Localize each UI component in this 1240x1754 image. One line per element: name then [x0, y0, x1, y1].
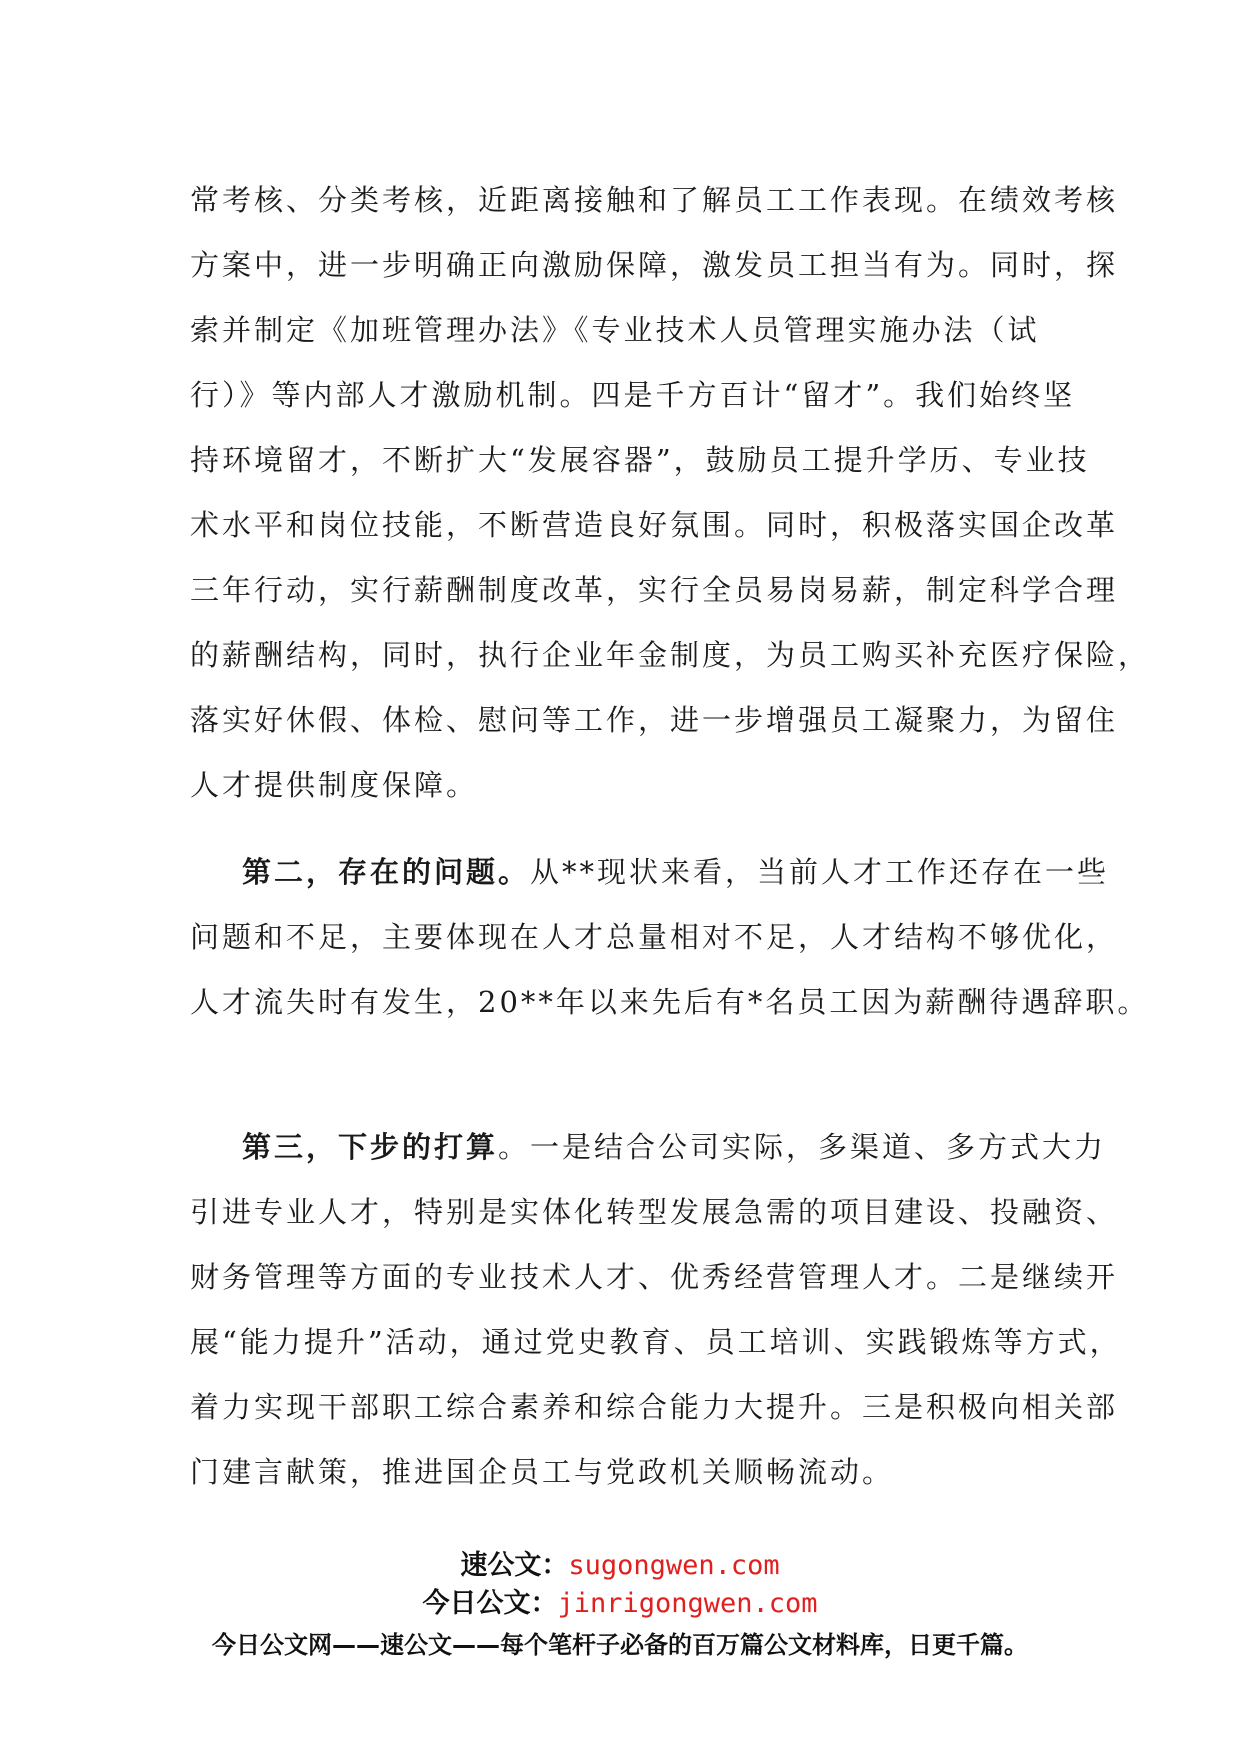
section-first-line-text: 从**现状来看，当前人才工作还存在一些 — [530, 855, 1110, 889]
text-line: 三年行动，实行薪酬制度改革，实行全员易岗易薪，制定科学合理 — [190, 573, 1119, 607]
text-line: 引进专业人才，特别是实体化转型发展急需的项目建设、投融资、 — [190, 1195, 1119, 1229]
text-line: 方案中，进一步明确正向激励保障，激发员工担当有为。同时，探 — [190, 248, 1119, 282]
section-first-line — [190, 1115, 1107, 1180]
text-line: 的薪酬结构，同时，执行企业年金制度，为员工购买补充医疗保险， — [190, 638, 1151, 672]
text-line: 问题和不足，主要体现在人才总量相对不足，人才结构不够优化， — [190, 920, 1119, 954]
footer-tagline: 今日公文网——速公文——每个笔杆子必备的百万篇公文材料库，日更千篇。 — [212, 1631, 1028, 1659]
text-line: 常考核、分类考核，近距离接触和了解员工工作表现。在绩效考核 — [190, 183, 1119, 217]
text-line: 展“能力提升”活动，通过党史教育、员工培训、实践锻炼等方式， — [190, 1325, 1122, 1359]
text-line: 持环境留才，不断扩大“发展容器”，鼓励员工提升学历、专业技 — [190, 443, 1090, 477]
section-first-line — [190, 840, 1110, 905]
footer-jinrigongwen — [0, 1586, 1240, 1622]
footer-sugongwen — [0, 1548, 1240, 1584]
footer-link-sugongwen[interactable]: sugongwen.com — [568, 1550, 780, 1581]
text-line: 行）》等内部人才激励机制。四是千方百计“留才”。我们始终坚 — [190, 378, 1076, 412]
text-line: 着力实现干部职工综合素养和综合能力大提升。三是积极向相关部 — [190, 1390, 1119, 1424]
text-line: 落实好休假、体检、慰问等工作，进一步增强员工凝聚力，为留住 — [190, 703, 1119, 737]
text-line: 门建言献策，推进国企员工与党政机关顺畅流动。 — [190, 1455, 895, 1489]
footer-label: 速公文： — [460, 1550, 569, 1581]
section-existing-problems — [190, 840, 1150, 1035]
footer-link-jinrigongwen[interactable]: jinrigongwen.com — [557, 1588, 818, 1619]
text-line: 人才流失时有发生，20**年以来先后有*名员工因为薪酬待遇辞职。 — [190, 985, 1150, 1019]
paragraph-incentive-and-retention — [190, 168, 1151, 818]
section-next-steps — [190, 1115, 1122, 1505]
section-heading: 第三，下步的打算 — [242, 1130, 499, 1164]
section-heading: 第二，存在的问题。 — [242, 855, 531, 889]
section-first-line-text: 。一是结合公司实际，多渠道、多方式大力 — [498, 1130, 1107, 1164]
text-line: 索并制定《加班管理办法》《专业技术人员管理实施办法（试 — [190, 313, 1040, 347]
footer-label: 今日公文： — [422, 1588, 558, 1619]
text-line: 财务管理等方面的专业技术人才、优秀经营管理人才。二是继续开 — [190, 1260, 1119, 1294]
text-line: 人才提供制度保障。 — [190, 768, 479, 802]
text-line: 术水平和岗位技能，不断营造良好氛围。同时，积极落实国企改革 — [190, 508, 1119, 542]
